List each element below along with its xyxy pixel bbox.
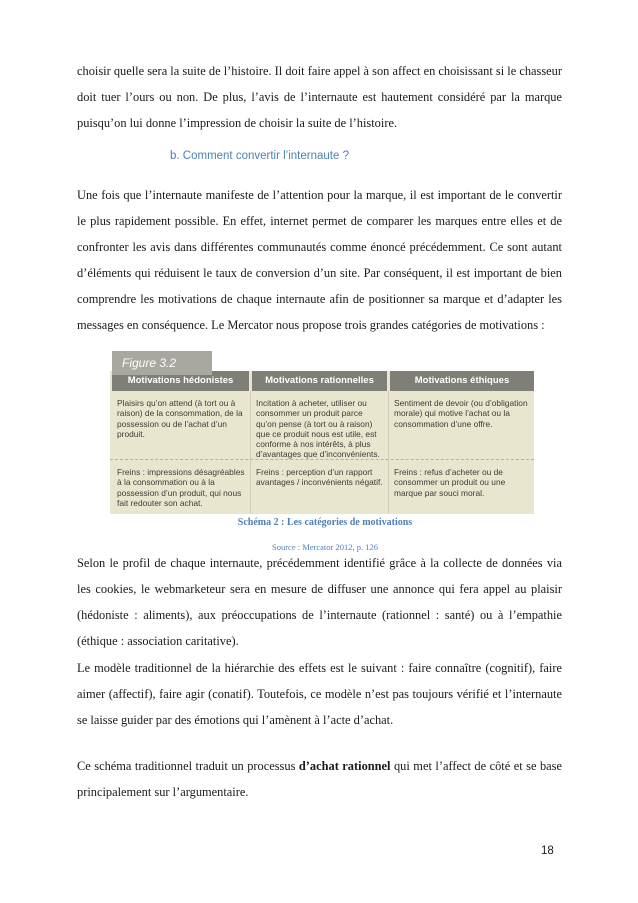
figure-table bbox=[110, 371, 534, 514]
figure-cell-ethiques-motivation: Sentiment de devoir (ou d’obligation morale) qui motive l’achat ou la consommation d’une offre. bbox=[394, 398, 528, 429]
paragraph-conversion: Une fois que l’internaute manifeste de l’attention pour la marque, il est important de le convertir le plus rapidement possible. En effet, internet permet de comparer les marques entre elles et de confronter les avis dans différentes communautés comme énoncé précédemment. Ce sont autant d’éléments qui réduisent le taux de conversion d’un site. Par conséquent, il est important de bien comprendre les motivations de chaque internaute afin de positionner sa marque et d’adapter les messages en conséquence. Le Mercator nous propose trois grandes catégories de motivations : bbox=[77, 188, 562, 332]
figure-cell-rationnelles-freins: Freins : perception d’un rapport avantages / inconvénients négatif. bbox=[256, 467, 383, 488]
emphasis-achat-rationnel: d’achat rationnel bbox=[298, 759, 391, 773]
paragraph-intro: choisir quelle sera la suite de l’histoire. Il doit faire appel à son affect en choisissant si le chasseur doit tuer l’ours ou non. De plus, l’avis de l’internaute est hautement considéré par la marque puisqu’on lui donne l’impression de choisir la suite de l’histoire. bbox=[77, 64, 562, 130]
figure-cell-hedonistes-motivation: Plaisirs qu’on attend (à tort ou à raison) de la consommation, de la possession ou de l’achat d’un produit. bbox=[117, 398, 243, 439]
figure-header-hedonistes: Motivations hédonistes bbox=[112, 371, 249, 391]
figure-cell-hedonistes-freins: Freins : impressions désagréables à la consommation ou à la possession d’un produit, qui nous fait redouter son achat. bbox=[117, 467, 245, 508]
figure-row-divider bbox=[110, 459, 534, 461]
figure-cell-rationnelles-motivation: Incitation à acheter, utiliser ou consommer un produit parce qu’on pense (à tort ou à raison) que ce produit nous est utile, est conforme à nos intérêts, à plus d’avantages que d’inconvénients. bbox=[256, 398, 380, 460]
paragraph-profil: Selon le profil de chaque internaute, précédemment identifié grâce à la collecte de données via les cookies, le webmarketeur sera en mesure de diffuser une annonce qui fera appel au plaisir (hédoniste : aliments), aux préoccupations de l’internaute (rationnel : santé) ou à l’empathie (éthique : association caritative). bbox=[77, 556, 562, 648]
paragraph-schema-end: qui met l’affect de côté et se base principalement sur l’argumentaire. bbox=[77, 759, 562, 799]
figure-cell-ethiques-freins: Freins : refus d’acheter ou de consommer un produit ou une marque par souci moral. bbox=[394, 467, 506, 498]
figure-motivations bbox=[110, 351, 534, 514]
figure-caption: Schéma 2 : Les catégories de motivations bbox=[237, 517, 413, 528]
figure-header-rationnelles: Motivations rationnelles bbox=[252, 371, 387, 391]
page-number: 18 bbox=[541, 845, 554, 857]
paragraph-hierarchie: Le modèle traditionnel de la hiérarchie des effets est le suivant : faire connaître (cognitif), faire aimer (affectif), faire agir (conatif). Toutefois, ce modèle n’est pas toujours vérifié et l’internaute se laisse guider par des émotions qui l’amènent à l’acte d’achat. bbox=[77, 661, 562, 727]
figure-column-divider bbox=[250, 391, 251, 514]
figure-header-ethiques: Motivations éthiques bbox=[390, 371, 534, 391]
figure-column-divider bbox=[388, 391, 389, 514]
paragraph-schema bbox=[77, 753, 562, 805]
figure-source: Source : Mercator 2012, p. 126 bbox=[272, 542, 378, 552]
figure-tab-label: Figure 3.2 bbox=[112, 351, 212, 375]
section-heading: b. Comment convertir l’internaute ? bbox=[170, 150, 349, 162]
paragraph-schema-start: Ce schéma traditionnel traduit un processus bbox=[77, 759, 299, 773]
